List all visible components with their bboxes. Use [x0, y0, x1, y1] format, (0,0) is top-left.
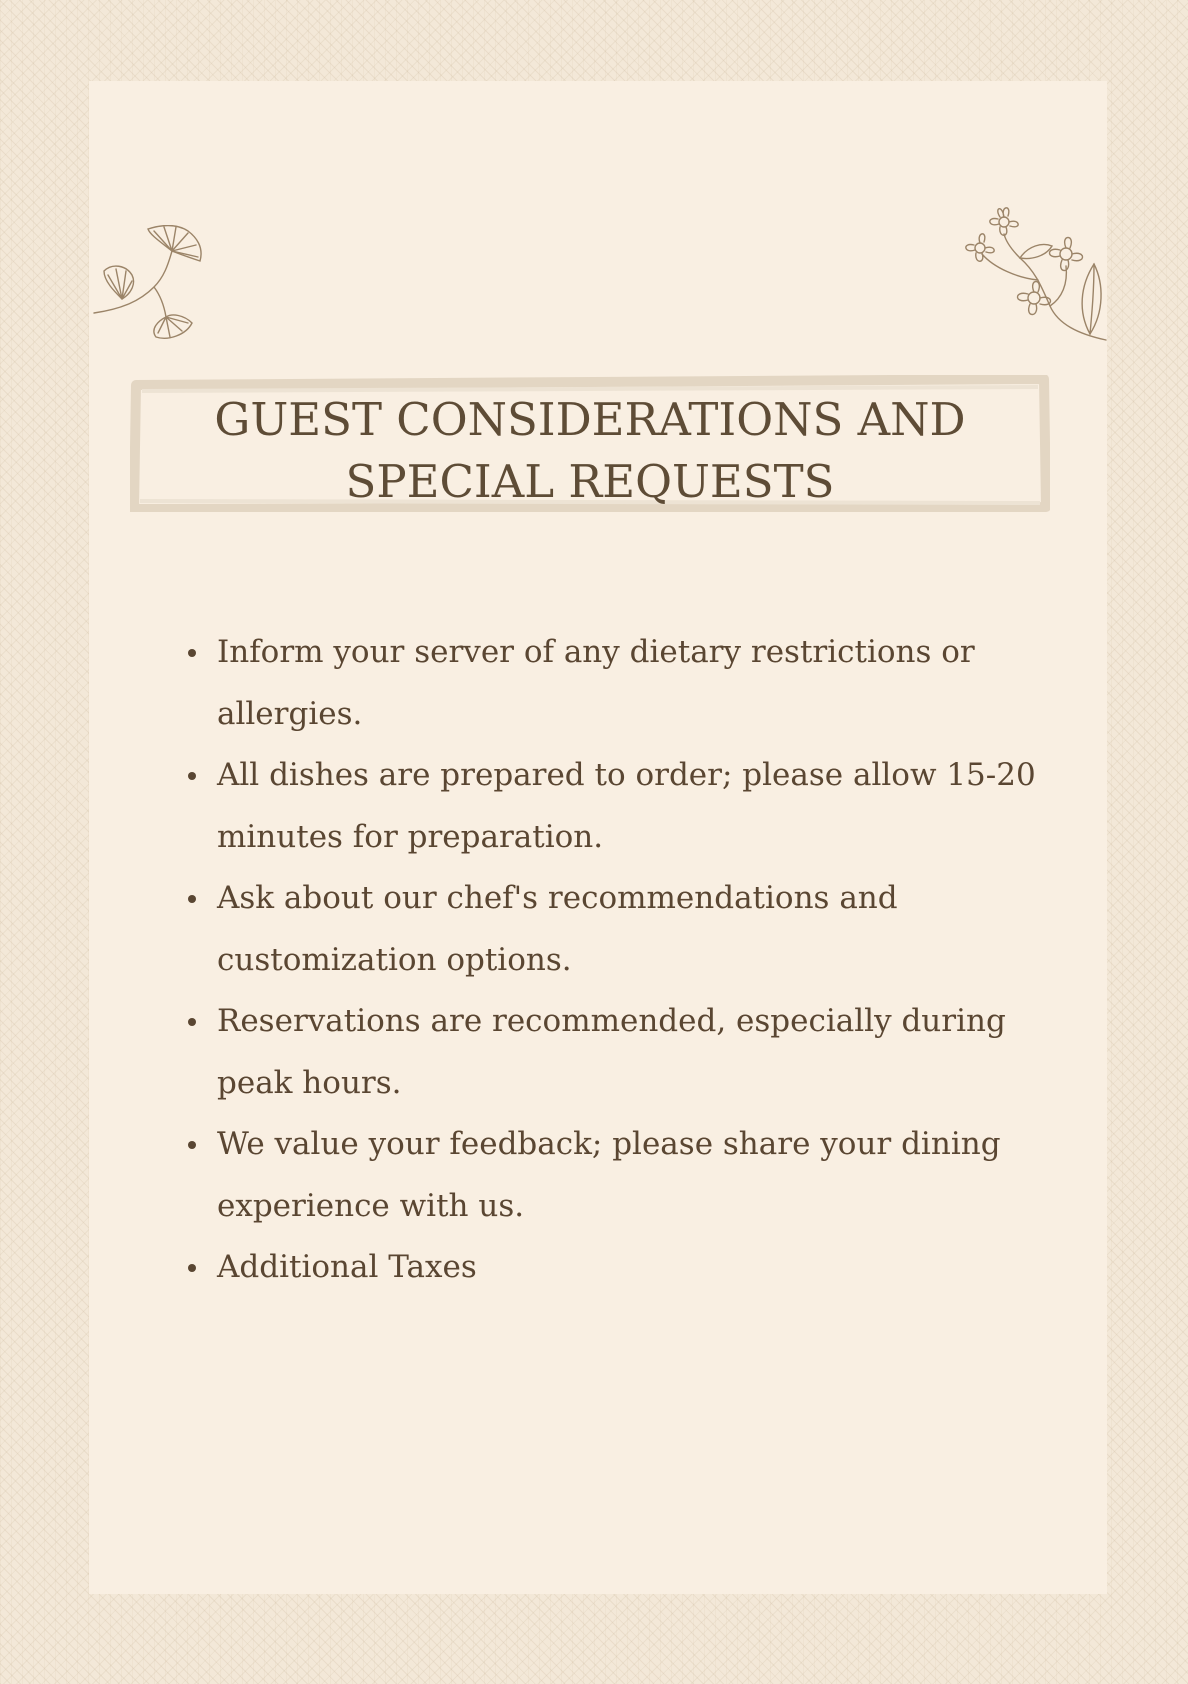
list-item-text: We value your feedback; please share your dining experience with us.	[217, 1126, 1001, 1224]
page-title: GUEST CONSIDERATIONS AND SPECIAL REQUESTS	[214, 393, 966, 508]
list-item-text: All dishes are prepared to order; please allow 15-20 minutes for preparation.	[217, 757, 1036, 855]
list-item	[188, 868, 1068, 991]
bullet-icon	[188, 772, 196, 780]
bullet-icon	[188, 1264, 196, 1272]
bullet-icon	[188, 895, 196, 903]
bullet-icon	[188, 1141, 196, 1149]
bullet-icon	[188, 1018, 196, 1026]
list-item-text: Additional Taxes	[217, 1249, 477, 1285]
bullet-icon	[188, 649, 196, 657]
ginkgo-leaves-icon	[92, 225, 212, 340]
title-frame	[130, 375, 1050, 512]
list-item	[188, 991, 1068, 1114]
list-item	[188, 1114, 1068, 1237]
list-item	[188, 1237, 1068, 1299]
list-item	[188, 622, 1068, 745]
considerations-list	[188, 622, 1068, 1299]
flower-sprig-icon	[958, 202, 1108, 347]
list-item-text: Reservations are recommended, especially during peak hours.	[217, 1003, 1006, 1101]
list-item-text: Ask about our chef's recommendations and customization options.	[217, 880, 898, 978]
list-item	[188, 745, 1068, 868]
list-item-text: Inform your server of any dietary restrictions or allergies.	[217, 634, 975, 732]
